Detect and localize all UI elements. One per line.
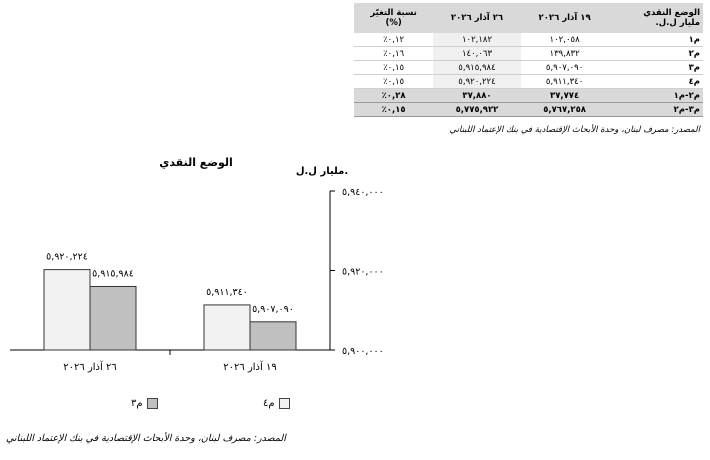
row-pct: ٠,١٦٪ [354, 47, 433, 61]
row-label: م٣-م٢ [608, 103, 703, 117]
row-pct: ٠,٢٨٪ [354, 89, 433, 103]
row-value-date2: ٥,٩٢٠,٢٢٤ [433, 75, 521, 89]
row-value-date1: ٥,٧٦٧,٢٥٨ [521, 103, 609, 117]
bar-م٣ [250, 322, 296, 350]
data-label: ٥,٩٠٧,٠٩٠ [252, 303, 294, 315]
bar-م٣ [90, 286, 136, 350]
row-pct: ٠,١٥٪ [354, 75, 433, 89]
row-value-date1: ١٠٢,٠٥٨ [521, 33, 609, 47]
chart-source-note: المصدر: مصرف لبنان، وحدة الأبحاث الإقتصادية في بنك الإعتماد اللبناني [6, 433, 286, 444]
row-value-date1: ٥,٩١١,٣٤٠ [521, 75, 609, 89]
row-pct: ٠,١٥٪ [354, 103, 433, 117]
table-header-label: الوضع النقدي مليار ل.ل. [608, 3, 703, 33]
chart-title: الوضع النقدي [159, 156, 233, 169]
y-tick-label: ٥,٩٠٠,٠٠٠ [342, 346, 384, 357]
row-value-date2: ١٠٢,١٨٢ [433, 33, 521, 47]
row-value-date2: ٥,٧٧٥,٩٢٢ [433, 103, 521, 117]
row-pct: ٠,١٢٪ [354, 33, 433, 47]
data-label: ٥,٩١١,٣٤٠ [206, 286, 248, 298]
legend-label-m4: م٤ [263, 398, 275, 409]
y-tick-label: ٥,٩٢٠,٠٠٠ [342, 266, 384, 278]
legend-swatch-m3 [147, 398, 158, 409]
bar-م٤ [44, 270, 90, 350]
legend-swatch-m4 [279, 398, 290, 409]
data-label: ٥,٩٢٠,٢٢٤ [46, 251, 88, 263]
chart-unit-label: مليار ل.ل. [295, 166, 349, 177]
legend-label-m3: م٣ [131, 398, 143, 409]
row-pct: ٠,١٥٪ [354, 61, 433, 75]
bar-م٤ [204, 305, 250, 350]
table-header-date1: ١٩ آذار ٢٠٢٦ [521, 3, 609, 33]
row-label: م٤ [608, 75, 703, 89]
table-header-date2: ٢٦ آذار ٢٠٢٦ [433, 3, 521, 33]
row-value-date1: ٣٧,٧٧٤ [521, 89, 609, 103]
data-label: ٥,٩١٥,٩٨٤ [92, 268, 134, 280]
row-value-date2: ٣٧,٨٨٠ [433, 89, 521, 103]
row-label: م١ [608, 33, 703, 47]
row-value-date1: ١٣٩,٨٣٢ [521, 47, 609, 61]
x-tick-label: ٢٦ آذار ٢٠٢٦ [63, 362, 117, 373]
table-source-note: المصدر: مصرف لبنان، وحدة الأبحاث الإقتصادية في بنك الإعتماد اللبناني [449, 125, 700, 135]
row-value-date2: ٥,٩١٥,٩٨٤ [433, 61, 521, 75]
y-tick-label: ٥,٩٤٠,٠٠٠ [342, 187, 384, 198]
row-value-date2: ١٤٠,٠٦٣ [433, 47, 521, 61]
row-value-date1: ٥,٩٠٧,٠٩٠ [521, 61, 609, 75]
x-tick-label: ١٩ آذار ٢٠٢٦ [223, 362, 277, 373]
row-label: م٣ [608, 61, 703, 75]
legend-item-m4 [263, 398, 290, 409]
row-label: م٢ [608, 47, 703, 61]
row-label: م٢-م١ [608, 89, 703, 103]
table-header-pct: نسبة التغيّر (%) [354, 3, 433, 33]
legend-item-m3 [131, 398, 158, 409]
